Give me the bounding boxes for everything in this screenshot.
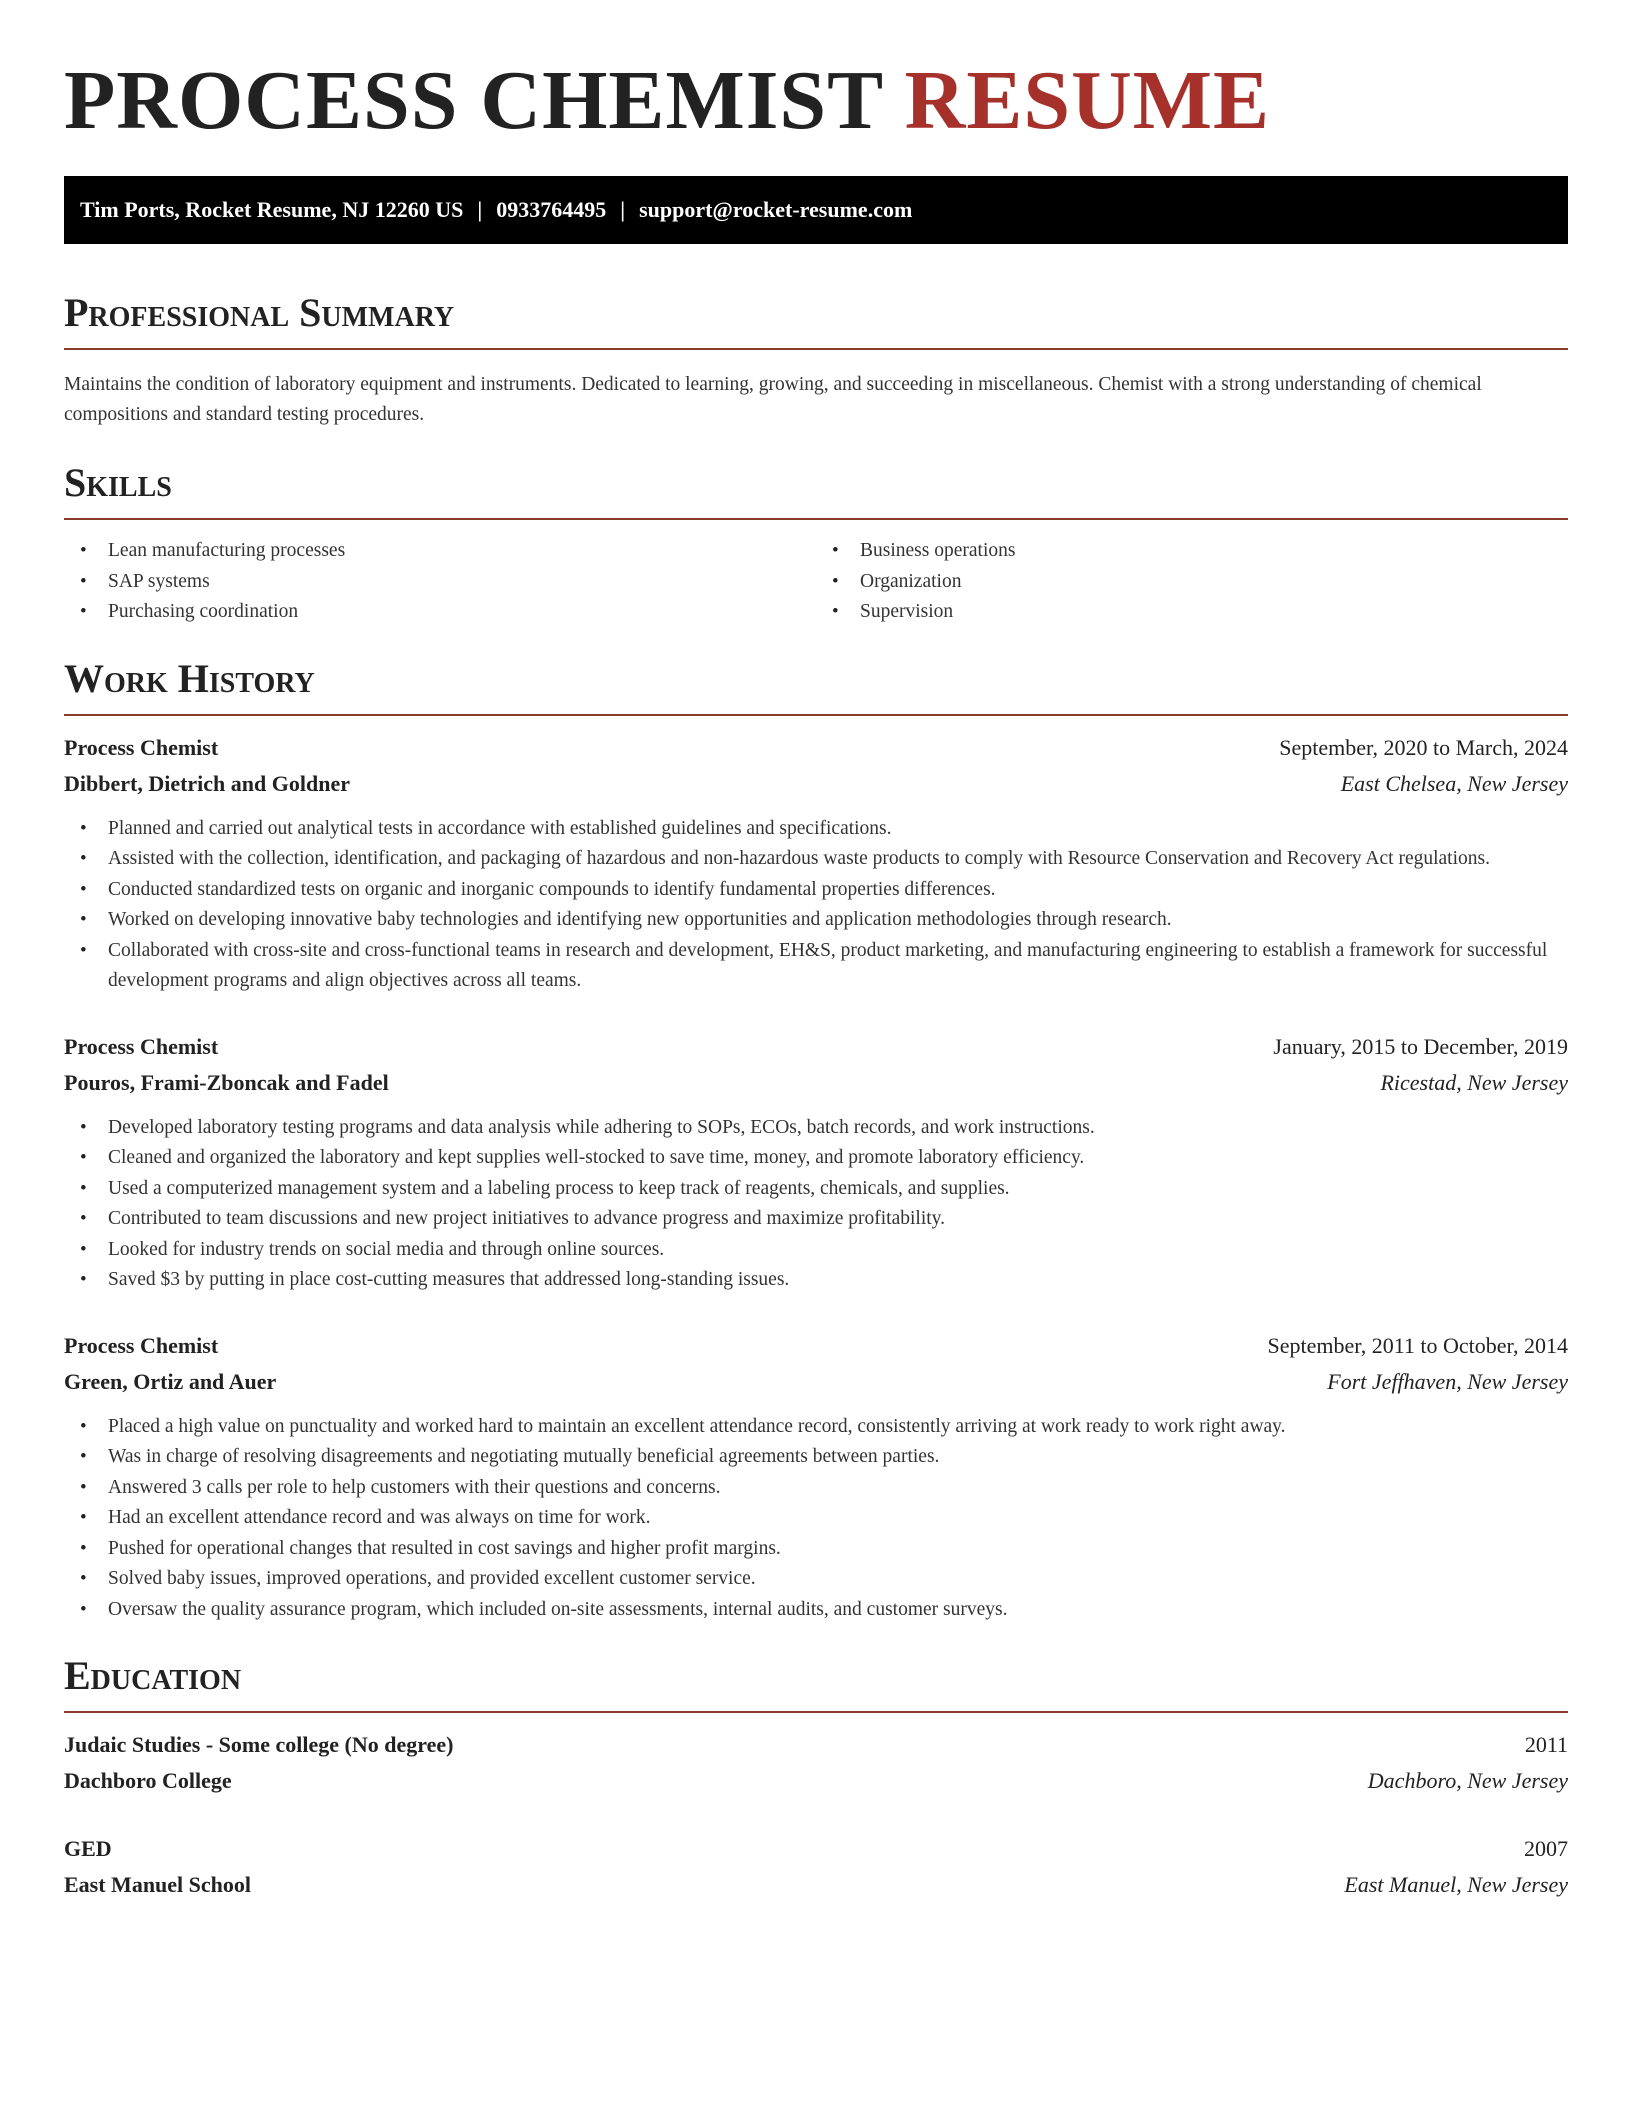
job-entry	[64, 1029, 1568, 1296]
job-bullet: • Developed laboratory testing programs and data analysis while adhering to SOPs, ECOs, batch records, and work instructions.	[64, 1113, 1568, 1144]
job-bullet: • Used a computerized management system and a labeling process to keep track of reagents, chemicals, and supplies.	[64, 1174, 1568, 1205]
job-dates: September, 2011 to October, 2014	[1267, 1332, 1568, 1358]
education-degree-row	[64, 1831, 1568, 1867]
job-company-row	[64, 766, 1568, 802]
skills-column-left	[64, 536, 816, 628]
job-location: East Chelsea, New Jersey	[1340, 770, 1568, 796]
skill-item: • Lean manufacturing processes	[64, 536, 816, 567]
skill-item: • Supervision	[816, 597, 1568, 628]
education-year: 2007	[1524, 1836, 1568, 1861]
job-bullets	[64, 1113, 1568, 1296]
education-location: Dachboro, New Jersey	[1367, 1768, 1568, 1793]
job-company: Green, Ortiz and Auer	[64, 1368, 277, 1394]
job-bullet: • Contributed to team discussions and new project initiatives to advance progress and maximize profitability.	[64, 1204, 1568, 1235]
job-bullet: • Solved baby issues, improved operations, and provided excellent customer service.	[64, 1564, 1568, 1595]
job-dates: January, 2015 to December, 2019	[1273, 1033, 1568, 1059]
job-bullets	[64, 1412, 1568, 1626]
skills-section	[64, 458, 1568, 628]
job-location: Fort Jeffhaven, New Jersey	[1327, 1368, 1568, 1394]
section-divider	[64, 1711, 1568, 1713]
section-heading-education: Education	[64, 1653, 242, 1698]
job-bullet: • Pushed for operational changes that resulted in cost savings and higher profit margins.	[64, 1534, 1568, 1565]
education-section	[64, 1651, 1568, 1903]
contact-name-address: Tim Ports, Rocket Resume, NJ 12260 US	[80, 197, 464, 222]
job-header-row	[64, 730, 1568, 766]
job-entry	[64, 730, 1568, 997]
job-company: Pouros, Frami-Zboncak and Fadel	[64, 1069, 389, 1095]
job-bullet: • Cleaned and organized the laboratory and kept supplies well-stocked to save time, money, and promote laboratory efficiency.	[64, 1143, 1568, 1174]
section-heading-skills: Skills	[64, 460, 172, 505]
job-location: Ricestad, New Jersey	[1380, 1069, 1568, 1095]
resume-title	[64, 0, 1568, 147]
job-bullet: • Answered 3 calls per role to help customers with their questions and concerns.	[64, 1473, 1568, 1504]
skills-list	[64, 536, 1568, 628]
job-entry	[64, 1328, 1568, 1626]
contact-separator: |	[620, 197, 626, 222]
education-entry	[64, 1831, 1568, 1903]
job-title: Process Chemist	[64, 1332, 219, 1358]
job-bullet: • Was in charge of resolving disagreements and negotiating mutually beneficial agreements between parties.	[64, 1442, 1568, 1473]
job-bullet: • Conducted standardized tests on organic and inorganic compounds to identify fundamental properties differences.	[64, 875, 1568, 906]
skill-item: • Organization	[816, 567, 1568, 598]
contact-email[interactable]: support@rocket-resume.com	[639, 197, 913, 222]
education-degree: Judaic Studies - Some college (No degree)	[64, 1732, 454, 1757]
summary-section	[64, 288, 1568, 430]
section-divider	[64, 518, 1568, 520]
job-bullets	[64, 814, 1568, 997]
education-school: Dachboro College	[64, 1768, 232, 1793]
work-history-section	[64, 654, 1568, 1626]
education-location: East Manuel, New Jersey	[1344, 1872, 1568, 1897]
job-bullet: • Had an excellent attendance record and was always on time for work.	[64, 1503, 1568, 1534]
contact-bar	[64, 176, 1568, 244]
job-header-row	[64, 1328, 1568, 1364]
job-dates: September, 2020 to March, 2024	[1279, 734, 1568, 760]
education-school-row	[64, 1867, 1568, 1903]
job-title: Process Chemist	[64, 734, 219, 760]
skill-item: • Purchasing coordination	[64, 597, 816, 628]
education-school-row	[64, 1763, 1568, 1799]
resume-page	[64, 0, 1568, 1903]
education-school: East Manuel School	[64, 1872, 252, 1897]
job-bullet: • Planned and carried out analytical tests in accordance with established guidelines and specifications.	[64, 814, 1568, 845]
job-company: Dibbert, Dietrich and Goldner	[64, 770, 350, 796]
summary-text: Maintains the condition of laboratory equipment and instruments. Dedicated to learning, growing, and succeeding in miscellaneous. Chemist with a strong understanding of chemical compositions and standard testing procedures.	[64, 374, 1482, 425]
job-bullet: • Oversaw the quality assurance program, which included on-site assessments, internal audits, and customer surveys.	[64, 1595, 1568, 1626]
section-divider	[64, 714, 1568, 716]
job-title: Process Chemist	[64, 1033, 219, 1059]
section-heading-work-history: Work History	[64, 655, 315, 701]
education-year: 2011	[1524, 1732, 1568, 1757]
job-bullet: • Worked on developing innovative baby technologies and identifying new opportunities and application methodologies through research.	[64, 905, 1568, 936]
title-accent: RESUME	[904, 54, 1271, 147]
job-bullet: • Placed a high value on punctuality and worked hard to maintain an excellent attendance record, consistently arriving at work ready to work right away.	[64, 1412, 1568, 1443]
education-degree: GED	[64, 1836, 112, 1861]
contact-separator: |	[477, 197, 483, 222]
education-entry	[64, 1727, 1568, 1799]
job-bullet: • Assisted with the collection, identification, and packaging of hazardous and non-hazardous waste products to comply with Resource Conservation and Recovery Act regulations.	[64, 844, 1568, 875]
skills-column-right	[816, 536, 1568, 628]
section-divider	[64, 348, 1568, 350]
job-company-row	[64, 1364, 1568, 1400]
education-degree-row	[64, 1727, 1568, 1763]
title-main: PROCESS CHEMIST	[64, 54, 883, 147]
contact-phone[interactable]: 0933764495	[496, 197, 607, 222]
job-company-row	[64, 1065, 1568, 1101]
job-header-row	[64, 1029, 1568, 1065]
job-bullet: • Looked for industry trends on social media and through online sources.	[64, 1235, 1568, 1266]
skill-item: • SAP systems	[64, 567, 816, 598]
job-bullet: • Collaborated with cross-site and cross-functional teams in research and development, EH&S, product marketing, and manufacturing engineering to establish a framework for successful development programs and align objectives across all teams.	[64, 936, 1568, 997]
skill-item: • Business operations	[816, 536, 1568, 567]
section-heading-summary: Professional Summary	[64, 290, 455, 335]
job-bullet: • Saved $3 by putting in place cost-cutting measures that addressed long-standing issues.	[64, 1265, 1568, 1296]
